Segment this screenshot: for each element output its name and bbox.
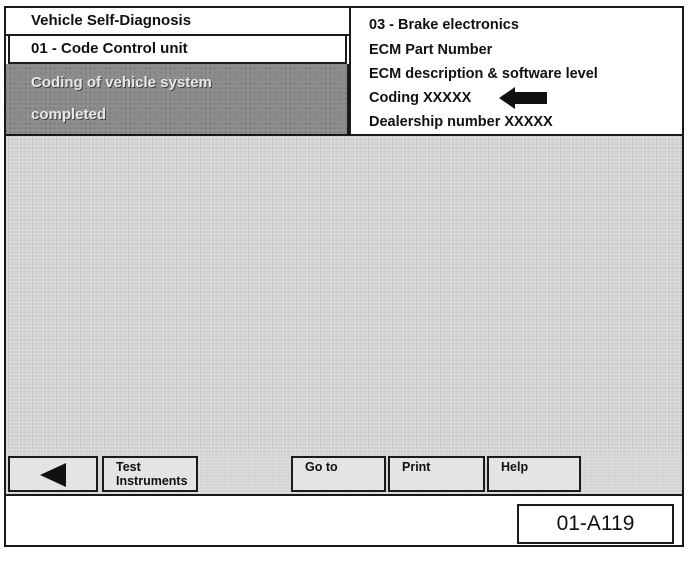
status-line-1: Coding of vehicle system	[31, 74, 212, 91]
figure-id-label: 01-A119	[517, 504, 674, 544]
diagnosis-screen	[4, 6, 684, 547]
dealership-number: Dealership number XXXXX	[369, 114, 553, 130]
control-unit-info-panel	[349, 8, 682, 134]
status-message-box	[6, 64, 349, 134]
button-bar	[6, 452, 682, 496]
help-button[interactable]: Help	[487, 456, 581, 492]
screen-title: Vehicle Self-Diagnosis	[6, 8, 349, 36]
ecm-part-number: ECM Part Number	[369, 42, 493, 58]
status-line-2: completed	[31, 106, 107, 123]
print-button[interactable]: Print	[388, 456, 485, 492]
pointer-arrow-icon	[499, 86, 547, 110]
test-instruments-label-line2: Instruments	[116, 474, 188, 488]
left-panel	[6, 8, 349, 134]
function-subtitle: 01 - Code Control unit	[8, 36, 347, 64]
ecm-description: ECM description & software level	[369, 66, 598, 82]
go-to-button[interactable]: Go to	[291, 456, 386, 492]
left-arrow-icon	[38, 462, 68, 488]
test-instruments-label-line1: Test	[116, 460, 141, 474]
test-instruments-button[interactable]	[102, 456, 198, 492]
control-unit-name: 03 - Brake electronics	[369, 17, 519, 33]
back-button[interactable]	[8, 456, 98, 492]
main-display-area	[6, 134, 682, 452]
coding-value: Coding XXXXX	[369, 90, 472, 106]
